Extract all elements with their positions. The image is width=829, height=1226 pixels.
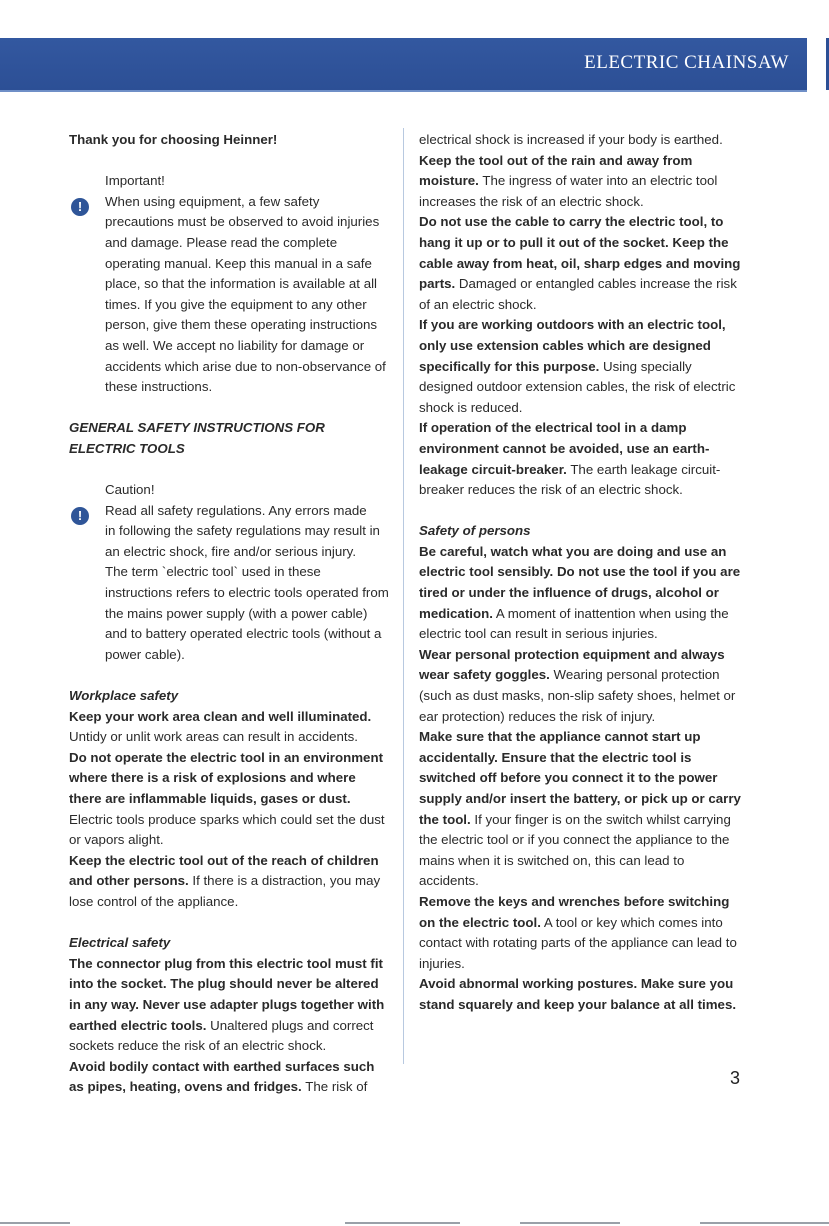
- electrical-paragraph-5: If you are working outdoors with an electric tool, only use extension cables which are designed specifically for this purpose. Using specially designed outdoor extension cables, the risk of electric shock is reduced.: [419, 317, 736, 415]
- header-title: ELECTRIC CHAINSAW: [584, 52, 789, 73]
- workplace-paragraph-2: Do not operate the electric tool in an environment where there is a risk of explosions and where there are inflammable liquids, gases or dust. Electric tools produce sparks which could set the dust or vapors alight.: [69, 749, 385, 848]
- footer-rule: [700, 1222, 829, 1224]
- column-divider: [403, 128, 404, 1064]
- footer-rule: [0, 1222, 70, 1224]
- electrical-paragraph-4: Do not use the cable to carry the electric tool, to hang it up or to pull it out of the socket. Keep the cable away from heat, oil, sharp edges and moving parts. Damaged or entangled cables increase the risk of an electric shock.: [419, 214, 741, 312]
- important-first-line: When using equipment, a few safety: [105, 193, 320, 209]
- page-number: 3: [730, 1068, 741, 1088]
- thanks-text: Thank you for choosing Heinner!: [69, 132, 278, 147]
- persons-heading: Safety of persons: [419, 523, 531, 539]
- exclamation-icon: !: [71, 198, 89, 216]
- electrical-paragraph-6: If operation of the electrical tool in a damp environment cannot be avoided, use an earth-leakage circuit-breaker. The earth leakage circuit-breaker reduces the risk of an electric shock.: [419, 420, 721, 498]
- footer-rule: [345, 1222, 460, 1224]
- important-heading: Important!: [105, 173, 165, 189]
- persons-paragraph-4: Remove the keys and wrenches before switching on the electric tool. A tool or key which comes into contact with rotating parts of the appliance can lead to injuries.: [419, 893, 737, 971]
- persons-paragraph-3: Make sure that the appliance cannot start up accidentally. Ensure that the electric tool is switched off before you connect it to the power supply and/or insert the battery, or pick up or carry the tool. If your finger is on the switch whilst carrying the electric tool or if you connect the appliance to the mains when it is switched on, this can lead to accidents.: [419, 729, 741, 889]
- persons-paragraph-5: Avoid abnormal working postures. Make sure you stand squarely and keep your balance at all times.: [419, 976, 737, 1012]
- important-note: [69, 171, 391, 398]
- electrical-continued: electrical shock is increased if your body is earthed.: [419, 132, 723, 147]
- persons-paragraph-1: Be careful, watch what you are doing and use an electric tool sensibly. Do not use the tool if you are tired or under the influence of drugs, alcohol or medication. A moment of inattention when using the electric tool can result in serious injuries.: [419, 543, 741, 642]
- important-body: precautions must be observed to avoid injuries and damage. Please read the complete operating manual. Keep this manual in a safe place, so that the information is available at all times. If you give the equipment to any other person, give them these operating instructions as well. We accept no liability for damage or accidents which arise due to non-observance of these instructions.: [105, 214, 386, 395]
- electrical-paragraph-2: Avoid bodily contact with earthed surfaces such as pipes, heating, ovens and fridges. The risk of: [69, 1058, 375, 1095]
- right-column: [419, 130, 743, 1016]
- caution-body-2: The term `electric tool` used in these instructions refers to electric tools operated from the mains power supply (with a power cable) and to battery operated electric tools (without a power cable).: [105, 564, 389, 662]
- footer-rule: [520, 1222, 620, 1224]
- left-column: [69, 130, 391, 1098]
- electrical-paragraph-3: Keep the tool out of the rain and away from moisture. The ingress of water into an electric tool increases the risk of an electric shock.: [419, 152, 718, 209]
- electrical-paragraph-1: The connector plug from this electric tool must fit into the socket. The plug should never be altered in any way. Never use adapter plugs together with earthed electric tools. Unaltered plugs and correct sockets reduce the risk of an electric shock.: [69, 955, 385, 1054]
- workplace-paragraph-1: Keep your work area clean and well illuminated. Untidy or unlit work areas can result in accidents.: [69, 708, 372, 745]
- workplace-heading: Workplace safety: [69, 688, 179, 704]
- caution-heading: Caution!: [105, 482, 155, 498]
- exclamation-icon: !: [71, 507, 89, 525]
- caution-note: [69, 480, 391, 665]
- header-banner: [0, 38, 807, 92]
- caution-body: in following the safety regulations may result in an electric shock, fire and/or serious injury.: [105, 523, 380, 559]
- general-safety-heading: GENERAL SAFETY INSTRUCTIONS FOR ELECTRIC TOOLS: [69, 420, 325, 456]
- caution-first-line: Read all safety regulations. Any errors made: [105, 502, 367, 518]
- workplace-paragraph-3: Keep the electric tool out of the reach of children and other persons. If there is a distraction, you may lose control of the appliance.: [69, 852, 381, 909]
- electrical-heading: Electrical safety: [69, 935, 171, 951]
- persons-paragraph-2: Wear personal protection equipment and always wear safety goggles. Wearing personal protection (such as dust masks, non-slip safety shoes, helmet or ear protection) reduces the risk of injury.: [419, 646, 736, 724]
